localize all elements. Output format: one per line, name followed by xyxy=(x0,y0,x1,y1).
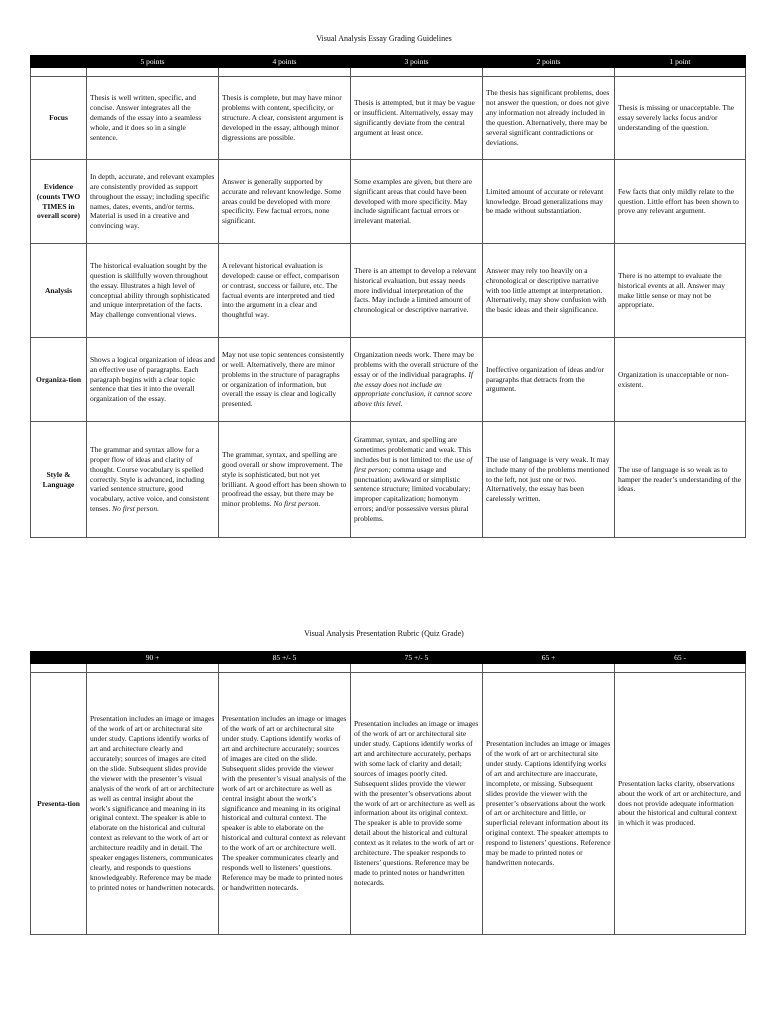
rubric-cell: There is no attempt to evaluate the historical events at all. Answer may make little sense or may not be appropriate. xyxy=(615,244,746,338)
header-corner xyxy=(31,56,87,68)
rubric-cell: Limited amount of accurate or relevant knowledge. Broad generalizations may be made without substantiation. xyxy=(483,160,615,244)
cell-text: Grammar, syntax, and spelling are sometimes problematic and weak. This includes but is not limited to: xyxy=(354,434,472,464)
presentation-rubric-title: Visual Analysis Presentation Rubric (Quiz Grade) xyxy=(304,629,464,638)
rubric-cell: In depth, accurate, and relevant examples are consistently provided as support throughout the essay; including specific names, dates, events, and/or terms. Material is used in a creative and convincing way. xyxy=(87,160,219,244)
rubric-cell: Answer is generally supported by accurate and relevant knowledge. Some areas could be developed with more specificity. Few factual errors, none significant. xyxy=(219,160,351,244)
criterion-label: Focus xyxy=(31,77,87,160)
rubric-cell xyxy=(219,422,351,538)
spacer-row xyxy=(31,68,746,77)
rubric-cell: Presentation includes an image or images of the work of art or architectural site under study. Captions identify works of art and architecture accurately, perhaps with some lack of clarity and detail; sources of images poorly cited. Subsequent slides provide the viewer with the presenter’s observations about the work of art or architecture as well as information about its original context. The speaker is able to provide some detail about the historical and cultural context as it relates to the work of art or architecture. The speaker responds to listeners’ questions. Reference may be made to printed notes or handwritten notecards. xyxy=(351,673,483,935)
table-row xyxy=(31,422,746,538)
table-row xyxy=(31,673,746,935)
score-header: 65 - xyxy=(615,652,746,664)
score-header: 4 points xyxy=(219,56,351,68)
presentation-rubric-table xyxy=(30,651,746,935)
essay-grading-table xyxy=(30,55,746,538)
rubric-cell: There is an attempt to develop a relevant historical evaluation, but essay needs more individual interpretation of the facts. May include a limited amount of chronological or descriptive narrative. xyxy=(351,244,483,338)
cell-italic-note: If the essay does not include an appropriate conclusion, it cannot score above this level. xyxy=(354,369,473,409)
score-header: 5 points xyxy=(87,56,219,68)
header-corner xyxy=(31,652,87,664)
rubric-cell xyxy=(351,338,483,422)
table-row xyxy=(31,338,746,422)
score-header: 1 point xyxy=(615,56,746,68)
rubric-cell: Thesis is complete, but may have minor problems with content, specificity, or structure. A clear, consistent argument is developed in the essay, although minor digressions are possible. xyxy=(219,77,351,160)
rubric-cell xyxy=(351,422,483,538)
rubric-cell: A relevant historical evaluation is developed: cause or effect, comparison or contrast, success or failure, etc. The factual events are interpreted and tied into the argument in a clear and thoughtful way. xyxy=(219,244,351,338)
rubric-cell: May not use topic sentences consistently or well. Alternatively, there are minor problems in the structure of paragraphs or organization of information, but overall the essay is clear and logically presented. xyxy=(219,338,351,422)
cell-text: Organization needs work. There may be problems with the overall structure of the essay or of the individual paragraphs. xyxy=(354,349,479,379)
rubric-cell: Some examples are given, but there are significant areas that could have been developed with more specificity. May include significant factual errors or irrelevant material. xyxy=(351,160,483,244)
rubric-cell: Presentation lacks clarity, observations about the work of art or architecture, and does not provide adequate information about the historical and cultural context in which it was produced. xyxy=(615,673,746,935)
score-header: 85 +/- 5 xyxy=(219,652,351,664)
rubric-cell: Presentation includes an image or images of the work of art or architectural site under study. Captions identify works of art and architecture clearly and accurately; sources of images are cited on the slide. Subsequent slides provide the viewer with the presenter’s visual analysis of the work of art or architecture as well as central insight about the work’s significance and meaning in its original context. The speaker is able to elaborate on the historical and cultural context as relevant to the work of art or architecture readily and in detail. The speaker engages listeners, communicates clearly, and responds to questions knowledgeably. Reference may be made to printed notes or handwritten notecards. xyxy=(87,673,219,935)
score-header: 3 points xyxy=(351,56,483,68)
rubric-cell: Thesis is attempted, but it may be vague or insufficient. Alternatively, essay may significantly deviate from the central argument at least once. xyxy=(351,77,483,160)
table-row xyxy=(31,244,746,338)
rubric-cell xyxy=(87,422,219,538)
rubric-cell: Few facts that only mildly relate to the question. Little effort has been shown to prove any relevant argument. xyxy=(615,160,746,244)
score-header: 90 + xyxy=(87,652,219,664)
cell-italic-note: No first person. xyxy=(112,504,159,514)
table-row xyxy=(31,160,746,244)
rubric-cell: Presentation includes an image or images of the work of art or architectural site under study. Captions identifying works of art and architecture are inaccurate, incomplete, or missing. Subsequent slides provide the viewer with the presenter’s observations about the work of art or architecture and little, or superficial relevant information about its original context. The speaker attempts to respond to listeners’ questions. Reference may be made to printed notes or handwritten notecards. xyxy=(483,673,615,935)
criterion-label: Style & Language xyxy=(31,422,87,538)
rubric-cell: The use of language is very weak. It may include many of the problems mentioned to the left, not just one or two. Alternatively, the essay has been carelessly written. xyxy=(483,422,615,538)
cell-italic-note: No first person. xyxy=(273,499,321,509)
criterion-label: Presenta-tion xyxy=(31,673,87,935)
score-header: 2 points xyxy=(483,56,615,68)
rubric-cell: Thesis is well written, specific, and concise. Answer integrates all the demands of the essay into a seamless whole, and it does so in a single sentence. xyxy=(87,77,219,160)
presentation-header-row xyxy=(31,652,746,664)
criterion-label: Organiza-tion xyxy=(31,338,87,422)
rubric-cell: Organization is unacceptable or non-existent. xyxy=(615,338,746,422)
essay-rubric-title: Visual Analysis Essay Grading Guidelines xyxy=(316,34,452,43)
rubric-cell: Ineffective organization of ideas and/or paragraphs that detracts from the argument. xyxy=(483,338,615,422)
cell-text: The grammar and syntax allow for a proper flow of ideas and clarity of thought. Course vocabulary is spelled correctly. Style is advanced, including varied sentence structure, good vocabulary, active voice, and consistent tenses. xyxy=(90,444,210,514)
criterion-label: Analysis xyxy=(31,244,87,338)
essay-header-row xyxy=(31,56,746,68)
rubric-cell: Presentation includes an image or images of the work of art or architectural site under study. Captions identify works of art and architecture accurately; sources of images are cited on the slide. Subsequent slides provide the viewer with the presenter’s visual analysis of the work of art or architecture as well as central insight about the work’s significance and meaning in its original historical and cultural context. The speaker is able to elaborate on the historical and cultural context as relevant to the work of art or architecture well. The speaker communicates clearly and responds well to listeners’ questions. Reference may be made to printed notes or handwritten notecards. xyxy=(219,673,351,935)
cell-text-continued: comma usage and punctuation; awkward or simplistic sentence structure; limited vocabulary; improper capitalization; homonym errors; and/or possessive versus plural problems. xyxy=(354,464,471,524)
spacer-row xyxy=(31,664,746,673)
score-header: 75 +/- 5 xyxy=(351,652,483,664)
cell-text: The grammar, syntax, and spelling are good overall or show improvement. The style is sophisticated, but not yet brilliant. A good effort has been shown to proofread the essay, but there may be minor problems. xyxy=(222,449,347,509)
rubric-cell: Shows a logical organization of ideas and an effective use of paragraphs. Each paragraph begins with a clear topic sentence that ties it into the overall organization of the essay. xyxy=(87,338,219,422)
table-row xyxy=(31,77,746,160)
rubric-cell: The historical evaluation sought by the question is skillfully woven throughout the essay. Illustrates a high level of conceptual ability through sophisticated and unique interpretation of the facts. May challenge conventional views. xyxy=(87,244,219,338)
criterion-label: Evidence (counts TWO TIMES in overall score) xyxy=(31,160,87,244)
rubric-cell: The use of language is so weak as to hamper the reader’s understanding of the ideas. xyxy=(615,422,746,538)
rubric-cell: Answer may rely too heavily on a chronological or descriptive narrative with too little attempt at interpretation. Alternatively, may show confusion with the basic ideas and their significance. xyxy=(483,244,615,338)
rubric-cell: Thesis is missing or unacceptable. The essay severely lacks focus and/or understanding of the question. xyxy=(615,77,746,160)
score-header: 65 + xyxy=(483,652,615,664)
cell-italic-note: the use of first person; xyxy=(354,454,473,474)
rubric-cell: The thesis has significant problems, does not answer the question, or does not give any information not already included in the question. Alternatively, there may be several significant contradictions or deviations. xyxy=(483,77,615,160)
